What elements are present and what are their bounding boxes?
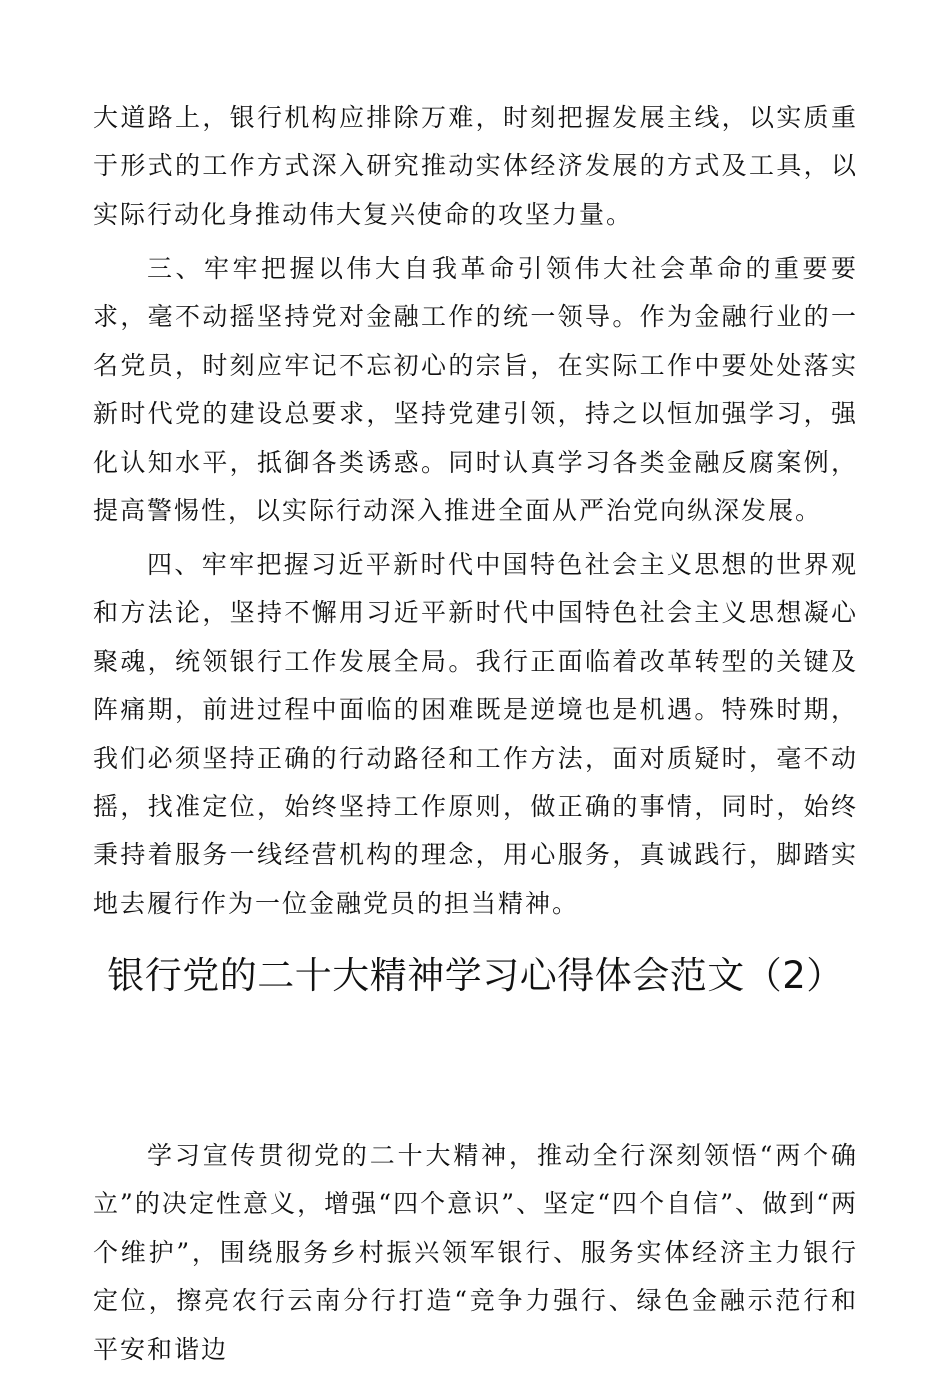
section-heading: 银行党的二十大精神学习心得体会范文（2） (107, 954, 844, 997)
paragraph-point-three: 三、牢牢把握以伟大自我革命引领伟大社会革命的重要要求，毫不动摇坚持党对金融工作的统一领导。作为金融行业的一名党员，时刻应牢记不忘初心的宗旨，在实际工作中要处处落实新时代党的建设总要求，坚持党建引领，持之以恒加强学习，强化认知水平，抵御各类诱惑。同时认真学习各类金融反腐案例，提高警惕性，以实际行动深入推进全面从严治党向纵深发展。 (93, 254, 858, 526)
paragraph-continuation: 大道路上，银行机构应排除万难，时刻把握发展主线，以实质重于形式的工作方式深入研究推动实体经济发展的方式及工具，以实际行动化身推动伟大复兴使命的攻坚力量。 (93, 103, 858, 229)
paragraph-section-intro: 学习宣传贯彻党的二十大精神，推动全行深刻领悟“两个确立”的决定性意义，增强“四个意识”、坚定“四个自信”、做到“两个维护”，围绕服务乡村振兴领军银行、服务实体经济主力银行定位，擦亮农行云南分行打造“竞争力强行、绿色金融示范行和平安和谐边 (93, 1141, 858, 1364)
paragraph-point-four: 四、牢牢把握习近平新时代中国特色社会主义思想的世界观和方法论，坚持不懈用习近平新时代中国特色社会主义思想凝心聚魂，统领银行工作发展全局。我行正面临着改革转型的关键及阵痛期，前进过程中面临的困难既是逆境也是机遇。特殊时期，我们必须坚持正确的行动路径和工作方法，面对质疑时，毫不动摇，找准定位，始终坚持工作原则，做正确的事情，同时，始终秉持着服务一线经营机构的理念，用心服务，真诚践行，脚踏实地去履行作为一位金融党员的担当精神。 (93, 550, 858, 918)
